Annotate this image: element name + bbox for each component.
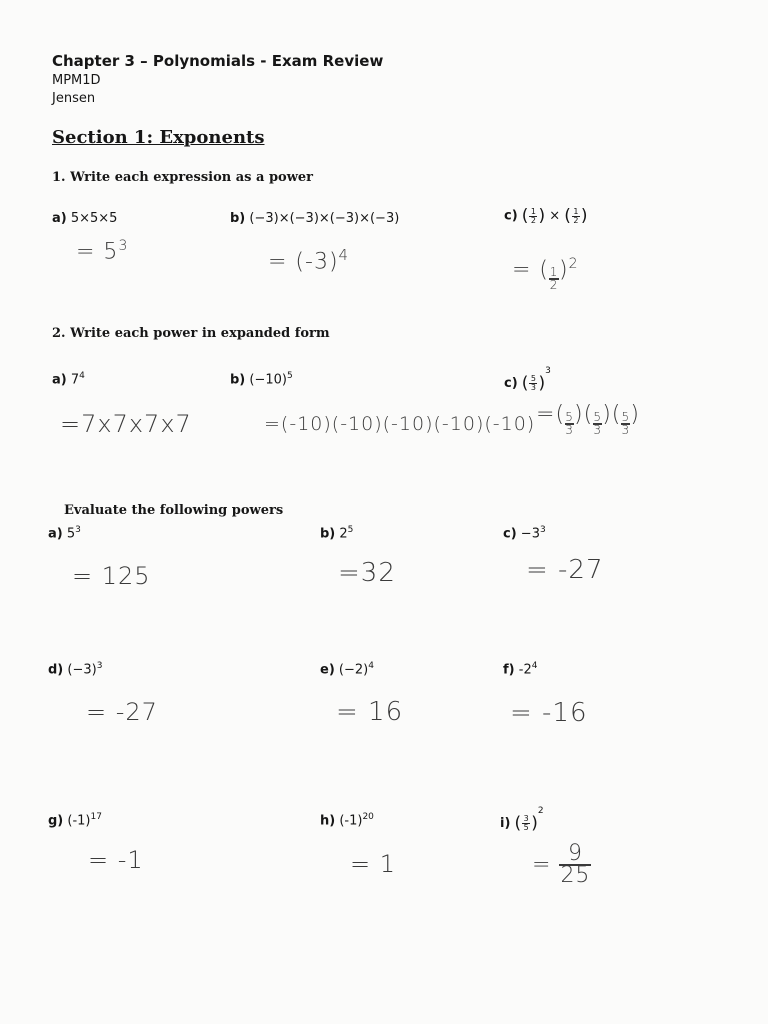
q3-i-answer: = $\frac{9}{25}$ (532, 841, 591, 888)
q3-g-answer: = -1 (88, 846, 144, 874)
q3-g-problem: g) $(-1)^{17}$ (48, 812, 102, 829)
section-title: Section 1: Exponents (52, 127, 265, 148)
q3-h-answer: = 1 (350, 850, 397, 878)
q2-c-problem: c) ( $\frac{5}{3}$ )$^3$ (504, 366, 551, 394)
q3-d-answer: = -27 (86, 698, 158, 726)
q2-b-problem: b) $(-10)^5$ (230, 371, 293, 388)
q3-e-answer: = 16 (336, 697, 404, 727)
q2-a-label: a) (52, 372, 67, 388)
q2-b-label: b) (230, 372, 246, 388)
q3-f-answer: = -16 (510, 698, 588, 728)
q3-c-answer: = -27 (526, 555, 604, 585)
q1-b-text: (−3)×(−3)×(−3)×(−3) (249, 211, 400, 226)
q3-d-problem: d) $(-3)^3$ (48, 661, 103, 678)
q2-c-answer: =( $\frac{5}{3}$ )( $\frac{5}{3}$ )( $\frac{5}{3}$ ) (536, 402, 640, 437)
q2-a-answer: =7x7x7x7 (60, 410, 192, 438)
q3-i-problem: i) ( $\frac{3}{5}$ )$^2$ (500, 806, 544, 834)
course-code: MPM1D (52, 73, 101, 88)
q2-b-answer: =(-10)(-10)(-10)(-10)(-10) (264, 413, 536, 435)
q1-b-label: b) (230, 211, 246, 226)
q2-a-problem: a) $7^4$ (52, 371, 85, 388)
question-3-heading: Evaluate the following powers (64, 503, 284, 518)
q3-f-problem: f) $-2^4$ (503, 661, 538, 678)
q1-c-problem: c) ( $\frac{1}{2}$ ) × ( $\frac{1}{2}$ ) (504, 206, 588, 226)
q1-c-label: c) (504, 208, 518, 224)
q3-a-answer: = 125 (72, 562, 151, 590)
q3-b-problem: b) $2^5$ (320, 525, 354, 542)
q1-b-problem (230, 211, 399, 226)
teacher-name: Jensen (52, 91, 96, 106)
q2-c-label: c) (504, 376, 518, 391)
question-1-heading: 1. Write each expression as a power (52, 170, 314, 185)
q1-c-answer: = ( $\frac{1}{2}$ )$^2$ (512, 256, 579, 293)
q3-c-problem: $c) -3^3$ (503, 525, 546, 542)
question-2-heading: 2. Write each power in expanded form (52, 326, 330, 341)
q1-a-label: a) (52, 211, 67, 226)
q3-a-problem: a) $5^3$ (48, 525, 81, 542)
q3-e-problem: e) $(-2)^4$ (320, 661, 374, 678)
q1-b-answer: = $(-3)^4$ (268, 246, 350, 275)
q3-b-answer: =32 (338, 558, 396, 588)
q1-a-answer: = $5^3$ (76, 238, 129, 265)
q1-a-text: 5×5×5 (70, 211, 118, 226)
q1-a-problem (52, 211, 117, 226)
q1-c-fraction-1: $\frac{1}{2}$ (530, 206, 536, 225)
q1-c-fraction-2: $\frac{1}{2}$ (573, 206, 579, 225)
q3-h-problem: h) $(-1)^{20}$ (320, 812, 374, 829)
document-title: Chapter 3 – Polynomials - Exam Review (52, 52, 384, 70)
